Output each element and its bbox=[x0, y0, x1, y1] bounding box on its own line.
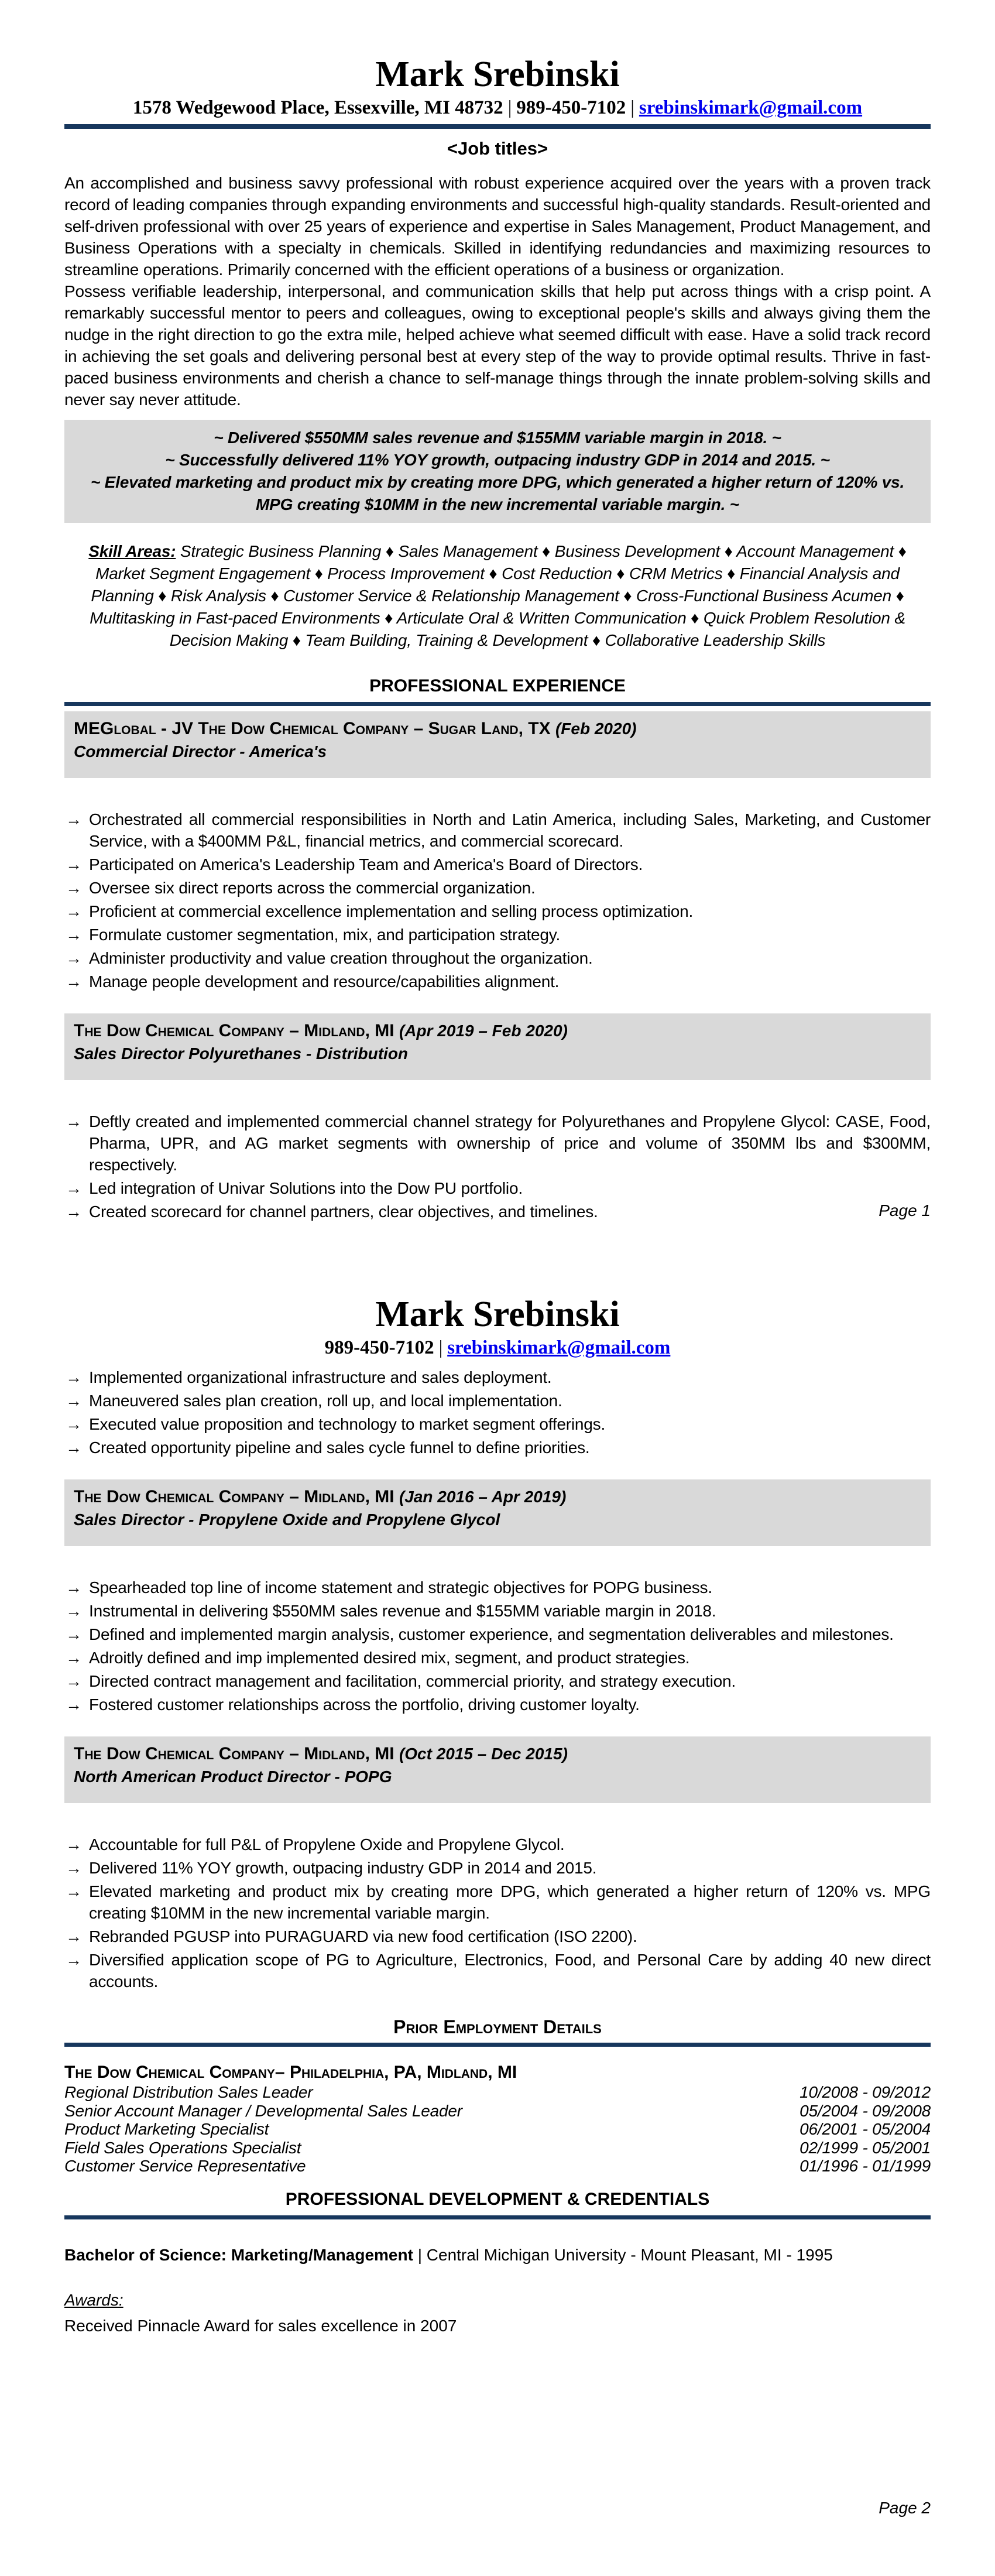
prior-role-row bbox=[64, 2083, 931, 2102]
bullet-item bbox=[64, 971, 931, 992]
prior-company: The Dow Chemical Company– Philadelphia, PA, Midland, MI bbox=[64, 2063, 517, 2082]
page-number: Page 1 bbox=[879, 1201, 931, 1220]
arrow-bullet-icon: → bbox=[66, 1927, 82, 1945]
bullet-item bbox=[64, 1880, 931, 1924]
contact-separator: | bbox=[438, 1337, 443, 1358]
arrow-bullet-icon: → bbox=[66, 879, 82, 897]
contact-phone: 989-450-7102 bbox=[324, 1337, 434, 1358]
job-dates: (Oct 2015 – Dec 2015) bbox=[399, 1745, 568, 1763]
candidate-name: Mark Srebinski bbox=[375, 54, 620, 94]
bullet-item bbox=[64, 924, 931, 946]
bullet-text: Created opportunity pipeline and sales cycle funnel to define priorities. bbox=[89, 1438, 590, 1457]
arrow-bullet-icon: → bbox=[66, 1649, 82, 1667]
degree-institution: | Central Michigan University - Mount Pleasant, MI - 1995 bbox=[413, 2245, 833, 2264]
bullet-text: Defined and implemented margin analysis, customer experience, and segmentation deliverables and milestones. bbox=[89, 1625, 894, 1643]
bullet-text: Rebranded PGUSP into PURAGUARD via new food certification (ISO 2200). bbox=[89, 1927, 637, 1945]
bullet-text: Directed contract management and facilitation, commercial priority, and strategy execution. bbox=[89, 1672, 736, 1690]
arrow-bullet-icon: → bbox=[66, 1392, 82, 1410]
degree-name: Bachelor of Science: Marketing/Management bbox=[64, 2245, 413, 2264]
arrow-bullet-icon: → bbox=[66, 1438, 82, 1457]
arrow-bullet-icon: → bbox=[66, 1951, 82, 1969]
bullet-text: Deftly created and implemented commercial channel strategy for Polyurethanes and Propylene Glycol: CASE, Food, Pharma, UPR, and AG market segments with ownership of price and volume of 350MM lbs and $300MM, respectively. bbox=[89, 1112, 931, 1174]
job-dates: (Feb 2020) bbox=[555, 720, 637, 738]
arrow-bullet-icon: → bbox=[66, 926, 82, 944]
bullet-text: Orchestrated all commercial responsibilities in North and Latin America, including Sales, Marketing, and Customer Service, with a $400MM P&L, financial metrics, and commercial scorecard. bbox=[89, 810, 931, 850]
prior-role-dates: 05/2004 - 09/2008 bbox=[800, 2101, 931, 2120]
section-divider bbox=[64, 2215, 931, 2219]
bullet-item bbox=[64, 1694, 931, 1715]
section-divider bbox=[64, 2043, 931, 2047]
arrow-bullet-icon: → bbox=[66, 1368, 82, 1386]
prior-role-title: Customer Service Representative bbox=[64, 2157, 306, 2175]
job-2-continued-bullets bbox=[64, 1366, 931, 1458]
award-text: Received Pinnacle Award for sales excellence in 2007 bbox=[64, 2316, 457, 2335]
bullet-text: Executed value proposition and technology to market segment offerings. bbox=[89, 1415, 606, 1433]
bullet-item bbox=[64, 1857, 931, 1879]
job-dates: (Apr 2019 – Feb 2020) bbox=[399, 1022, 568, 1040]
bullet-item bbox=[64, 1413, 931, 1435]
bullet-item bbox=[64, 1623, 931, 1645]
job-company-name: The Dow Chemical Company – Midland, MI bbox=[74, 1487, 399, 1506]
highlight-line: ~ Delivered $550MM sales revenue and $155MM variable margin in 2018. ~ bbox=[214, 429, 781, 447]
bullet-text: Elevated marketing and product mix by creating more DPG, which generated a higher return of 120% vs. MPG creating $10MM in the new incremental variable margin. bbox=[89, 1882, 931, 1922]
arrow-bullet-icon: → bbox=[66, 1695, 82, 1714]
skill-areas-list: Strategic Business Planning ♦ Sales Management ♦ Business Development ♦ Account Management ♦ Market Segment Engagement ♦ Process Improvement ♦ Cost Reduction ♦ CRM Metrics ♦ Financial Analysis and Planning ♦ Risk Analysis ♦ Customer Service & Relationship Management ♦ Cross-Functional Business Acumen ♦ Multitasking in Fast-paced Environments ♦ Articulate Oral & Written Communication ♦ Quick Problem Resolution & Decision Making ♦ Team Building, Training & Development ♦ Collaborative Leadership Skills bbox=[90, 542, 907, 649]
resume-page-2 bbox=[0, 1288, 995, 2576]
bullet-text: Fostered customer relationships across the portfolio, driving customer loyalty. bbox=[89, 1695, 640, 1714]
header-divider bbox=[64, 124, 931, 129]
bullet-text: Spearheaded top line of income statement and strategic objectives for POPG business. bbox=[89, 1578, 712, 1597]
section-divider bbox=[64, 702, 931, 706]
bullet-text: Created scorecard for channel partners, clear objectives, and timelines. bbox=[89, 1203, 598, 1221]
bullet-item bbox=[64, 1390, 931, 1412]
job-company-name: The Dow Chemical Company – Midland, MI bbox=[74, 1021, 399, 1040]
prior-role-title: Regional Distribution Sales Leader bbox=[64, 2083, 313, 2101]
bullet-item bbox=[64, 1949, 931, 1992]
bullet-item bbox=[64, 877, 931, 899]
job-2-bullets bbox=[64, 1111, 931, 1222]
arrow-bullet-icon: → bbox=[66, 1415, 82, 1433]
job-company-name: The Dow Chemical Company – Midland, MI bbox=[74, 1744, 399, 1763]
bullet-item bbox=[64, 1111, 931, 1176]
summary-paragraph-1: An accomplished and business savvy professional with robust experience acquired over the years with a proven track record of leading companies through expanding environments and successful high-quality standards. Result-oriented and self-driven professional with over 25 years of experience and expertise in Sales Management, Product Management, and Business Operations with a specialty in chemicals. Skilled in identifying redundancies and maximizing resources to streamline operations. Primarily concerned with the efficient operations of a business or organization. bbox=[64, 174, 931, 279]
contact-phone: 989-450-7102 bbox=[516, 97, 626, 118]
job-header-3 bbox=[64, 1479, 931, 1546]
bullet-text: Participated on America's Leadership Team and America's Board of Directors. bbox=[89, 855, 643, 873]
job-titles-placeholder: <Job titles> bbox=[447, 138, 548, 159]
section-heading-prior-employment: Prior Employment Details bbox=[393, 2016, 602, 2037]
job-dates: (Jan 2016 – Apr 2019) bbox=[399, 1488, 567, 1506]
arrow-bullet-icon: → bbox=[66, 1203, 82, 1221]
bullet-text: Maneuvered sales plan creation, roll up, and local implementation. bbox=[89, 1392, 562, 1410]
prior-role-dates: 10/2008 - 09/2012 bbox=[800, 2083, 931, 2101]
prior-role-title: Field Sales Operations Specialist bbox=[64, 2138, 301, 2157]
bullet-text: Accountable for full P&L of Propylene Oxide and Propylene Glycol. bbox=[89, 1835, 565, 1854]
prior-role-row bbox=[64, 2102, 931, 2121]
job-header-4 bbox=[64, 1736, 931, 1803]
arrow-bullet-icon: → bbox=[66, 855, 82, 873]
bullet-item bbox=[64, 1926, 931, 1947]
bullet-text: Instrumental in delivering $550MM sales revenue and $155MM variable margin in 2018. bbox=[89, 1602, 716, 1620]
section-heading-credentials: PROFESSIONAL DEVELOPMENT & CREDENTIALS bbox=[285, 2189, 710, 2209]
prior-role-row bbox=[64, 2139, 931, 2157]
job-header-2 bbox=[64, 1013, 931, 1080]
bullet-item bbox=[64, 900, 931, 922]
bullet-item bbox=[64, 1201, 931, 1222]
highlights-box bbox=[64, 420, 931, 523]
arrow-bullet-icon: → bbox=[66, 1179, 82, 1197]
contact-line bbox=[64, 96, 931, 119]
arrow-bullet-icon: → bbox=[66, 1578, 82, 1597]
job-title: North American Product Director - POPG bbox=[74, 1767, 392, 1786]
arrow-bullet-icon: → bbox=[66, 1835, 82, 1854]
arrow-bullet-icon: → bbox=[66, 1602, 82, 1620]
bullet-item bbox=[64, 1834, 931, 1855]
bullet-text: Proficient at commercial excellence implementation and selling process optimization. bbox=[89, 902, 694, 920]
bullet-item bbox=[64, 1366, 931, 1388]
prior-role-row bbox=[64, 2120, 931, 2139]
bullet-item bbox=[64, 1600, 931, 1622]
contact-separator: | bbox=[630, 97, 634, 118]
job-company bbox=[74, 1742, 921, 1766]
job-title: Commercial Director - America's bbox=[74, 742, 327, 761]
arrow-bullet-icon: → bbox=[66, 972, 82, 991]
bullet-item bbox=[64, 1437, 931, 1458]
section-heading-experience: PROFESSIONAL EXPERIENCE bbox=[369, 676, 626, 696]
arrow-bullet-icon: → bbox=[66, 902, 82, 920]
bullet-text: Adroitly defined and imp implemented desired mix, segment, and product strategies. bbox=[89, 1649, 690, 1667]
arrow-bullet-icon: → bbox=[66, 1859, 82, 1877]
prior-role-row bbox=[64, 2157, 931, 2176]
prior-role-title: Senior Account Manager / Developmental Sales Leader bbox=[64, 2101, 462, 2120]
email-link[interactable]: srebinskimark@gmail.com bbox=[639, 97, 863, 118]
job-1-bullets bbox=[64, 809, 931, 992]
bullet-text: Formulate customer segmentation, mix, and participation strategy. bbox=[89, 926, 561, 944]
arrow-bullet-icon: → bbox=[66, 1625, 82, 1643]
contact-address: 1578 Wedgewood Place, Essexville, MI 48732 bbox=[132, 97, 503, 118]
job-title: Sales Director - Propylene Oxide and Propylene Glycol bbox=[74, 1510, 500, 1529]
bullet-text: Oversee six direct reports across the commercial organization. bbox=[89, 879, 536, 897]
job-3-bullets bbox=[64, 1577, 931, 1715]
highlight-line: ~ Successfully delivered 11% YOY growth, outpacing industry GDP in 2014 and 2015. ~ bbox=[165, 451, 830, 469]
summary-paragraph-2: Possess verifiable leadership, interpersonal, and communication skills that help put across things with a crisp point. A remarkably successful mentor to peers and colleagues, owing to exceptional people's skills and always giving them the nudge in the right direction to go the extra mile, helped achieve what seemed difficult with ease. Have a solid track record in achieving the set goals and delivering personal best at every step of the way to provide optimal results. Thrive in fast-paced business environments and cherish a chance to self-manage things through the innate problem-solving skills and never say never attitude. bbox=[64, 282, 931, 409]
prior-role-title: Product Marketing Specialist bbox=[64, 2120, 269, 2138]
bullet-item bbox=[64, 854, 931, 875]
bullet-item bbox=[64, 809, 931, 852]
arrow-bullet-icon: → bbox=[66, 810, 82, 828]
bullet-text: Administer productivity and value creation throughout the organization. bbox=[89, 949, 593, 967]
arrow-bullet-icon: → bbox=[66, 949, 82, 967]
prior-role-dates: 02/1999 - 05/2001 bbox=[800, 2138, 931, 2157]
bullet-item bbox=[64, 947, 931, 969]
arrow-bullet-icon: → bbox=[66, 1672, 82, 1690]
contact-separator: | bbox=[507, 97, 512, 118]
job-company-name: MEGlobal - JV The Dow Chemical Company – Sugar Land, TX bbox=[74, 719, 555, 738]
bullet-text: Implemented organizational infrastructure and sales deployment. bbox=[89, 1368, 552, 1386]
highlight-line: ~ Elevated marketing and product mix by creating more DPG, which generated a higher return of 120% vs. MPG creating $10MM in the new incremental variable margin. ~ bbox=[90, 473, 905, 513]
job-4-bullets bbox=[64, 1834, 931, 1992]
arrow-bullet-icon: → bbox=[66, 1112, 82, 1131]
bullet-item bbox=[64, 1670, 931, 1692]
bullet-text: Delivered 11% YOY growth, outpacing industry GDP in 2014 and 2015. bbox=[89, 1859, 597, 1877]
education-line bbox=[64, 2244, 931, 2266]
awards-label: Awards: bbox=[64, 2290, 123, 2309]
bullet-item bbox=[64, 1647, 931, 1669]
page-number: Page 2 bbox=[879, 2499, 931, 2517]
bullet-item bbox=[64, 1577, 931, 1598]
email-link[interactable]: srebinskimark@gmail.com bbox=[447, 1337, 671, 1358]
bullet-text: Manage people development and resource/capabilities alignment. bbox=[89, 972, 560, 991]
prior-role-dates: 06/2001 - 05/2004 bbox=[800, 2120, 931, 2138]
contact-line bbox=[64, 1336, 931, 1359]
job-company bbox=[74, 717, 921, 741]
bullet-item bbox=[64, 1177, 931, 1199]
job-company bbox=[74, 1485, 921, 1509]
candidate-name: Mark Srebinski bbox=[375, 1294, 620, 1334]
arrow-bullet-icon: → bbox=[66, 1882, 82, 1900]
skill-areas-label: Skill Areas: bbox=[88, 542, 176, 560]
skill-areas bbox=[64, 540, 931, 652]
job-company bbox=[74, 1019, 921, 1043]
job-title: Sales Director Polyurethanes - Distribution bbox=[74, 1044, 409, 1063]
prior-role-dates: 01/1996 - 01/1999 bbox=[800, 2157, 931, 2175]
bullet-text: Diversified application scope of PG to Agriculture, Electronics, Food, and Personal Care by adding 40 new direct accounts. bbox=[89, 1951, 931, 1991]
bullet-text: Led integration of Univar Solutions into the Dow PU portfolio. bbox=[89, 1179, 523, 1197]
job-header-1 bbox=[64, 711, 931, 778]
